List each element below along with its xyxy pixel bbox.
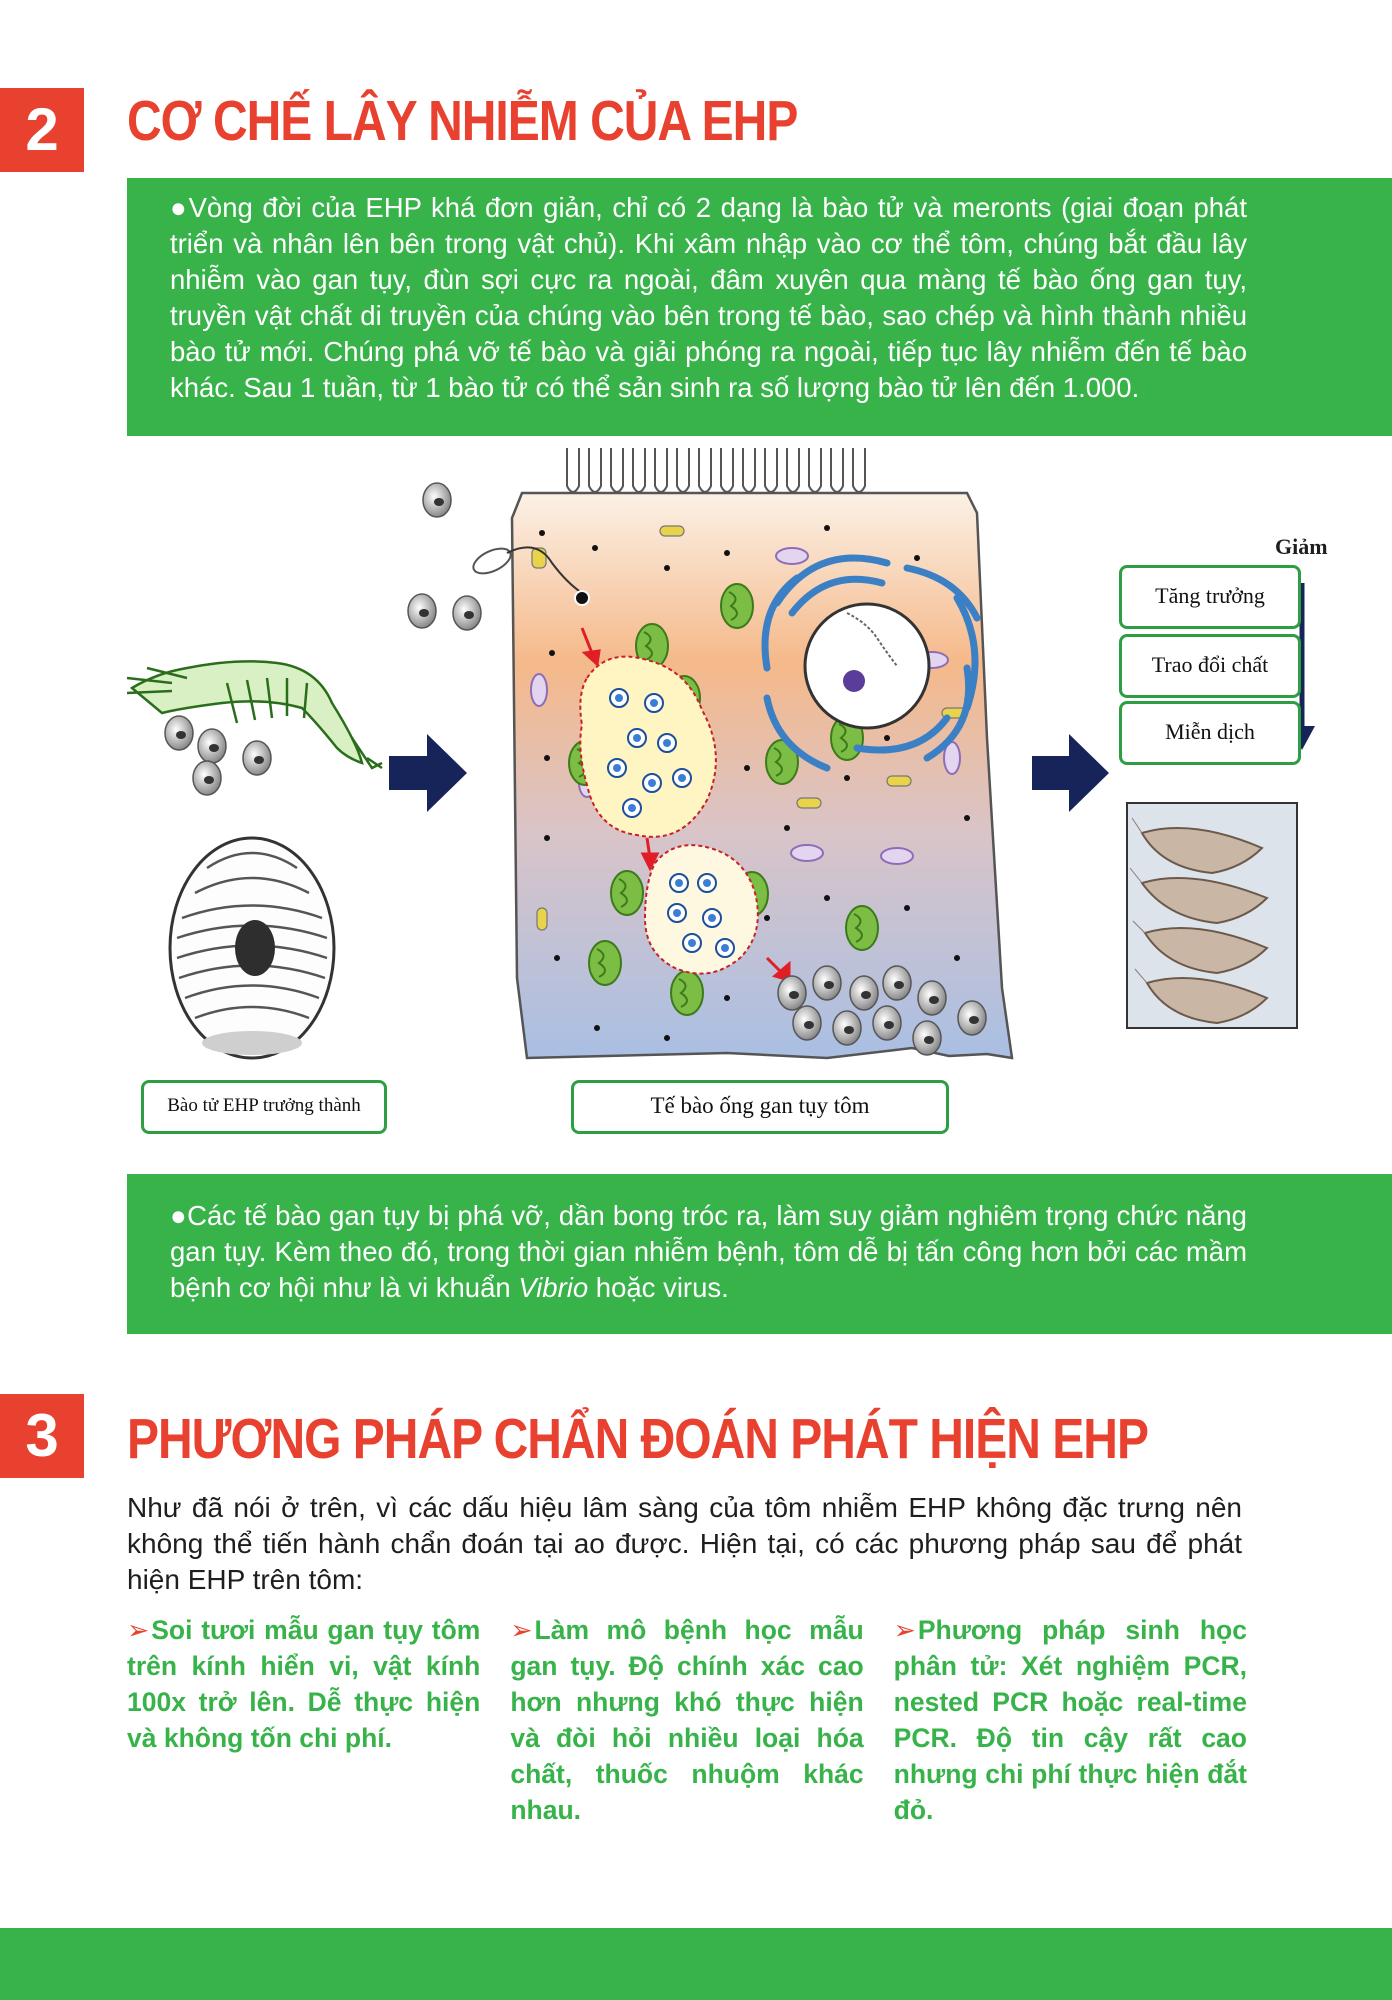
flow-arrow-1 [389,734,467,812]
flow-arrow-2 [1032,734,1109,812]
lifecycle-text: Vòng đời của EHP khá đơn giản, chỉ có 2 dạng là bào tử và meronts (giai đoạn phát triển và nhân lên bên trong vật chủ). Khi xâm nhập vào cơ thể tôm, chúng bắt đầu lây nhiễm vào gan tụy, đùn sợi cực ra ngoài, đâm xuyên qua màng tế bào ống gan tụy, truyền vật chất di truyền của chúng vào bên trong tế bào, sao chép và hình thành nhiều bào tử mới. Chúng phá vỡ tế bào và giải phóng ra ngoài, tiếp tục lây nhiễm đến tế bào khác. Sau 1 tuần, từ 1 bào tử có thể sản sinh ra số lượng bào tử lên đến 1.000. [170,192,1247,403]
arrow-icon: ➢ [127,1615,150,1645]
section-title-2: CƠ CHẾ LÂY NHIỄM CỦA EHP [127,90,798,153]
damage-text-italic: Vibrio [518,1272,589,1303]
diagnosis-methods [127,1612,1247,1828]
decrease-label: Giảm [1275,534,1328,559]
arrow-icon: ➢ [893,1615,916,1645]
damage-text: Các tế bào gan tụy bị phá vỡ, dần bong tróc ra, làm suy giảm nghiêm trọng chức năng gan tụy. Kèm theo đó, trong thời gian nhiễm bệnh, tôm dễ bị tấn công hơn bởi các mầm bệnh cơ hội như là vi khuẩn [170,1200,1247,1303]
method-histology [510,1612,863,1828]
infection-illustration [127,438,1392,1138]
shrimp-photo [1127,803,1297,1028]
method-text: Soi tươi mẫu gan tụy tôm trên kính hiển vi, vật kính 100x trở lên. Dễ thực hiện và không tốn chi phí. [127,1615,481,1753]
microvilli [567,448,865,492]
section-title-3: PHƯƠNG PHÁP CHẨN ĐOÁN PHÁT HIỆN EHP [127,1408,1148,1471]
method-text: Làm mô bệnh học mẫu gan tụy. Độ chính xác cao hơn nhưng khó thực hiện và đòi hỏi nhiều loại hóa chất, thuốc nhuộm khác nhau. [510,1615,864,1825]
diagnosis-intro: Như đã nói ở trên, vì các dấu hiệu lâm sàng của tôm nhiễm EHP không đặc trưng nên không thể tiến hành chẩn đoán tại ao được. Hiện tại, có các phương pháp sau để phát hiện EHP trên tôm: [127,1492,1242,1595]
info-box-damage [127,1174,1392,1334]
spore-cutaway-illustration [170,838,334,1058]
damage-text-end: hoặc virus. [588,1272,729,1303]
infection-diagram [127,438,1392,1138]
effect-metabolism: Trao đổi chất [1119,634,1301,698]
bullet-icon: ● [170,1200,188,1231]
bullet-icon: ● [170,192,189,223]
method-pcr [894,1612,1247,1828]
effect-growth: Tăng trưởng [1119,565,1301,629]
nucleus [805,604,929,728]
spore-label: Bào tử EHP trưởng thành [141,1080,387,1134]
info-box-lifecycle [127,178,1392,436]
section-number-2: 2 [0,88,84,172]
section-number-3: 3 [0,1394,84,1478]
method-microscopy [127,1612,480,1828]
cell-label: Tế bào ống gan tụy tôm [571,1080,949,1134]
footer-bar [0,1928,1392,2000]
arrow-icon: ➢ [510,1615,533,1645]
method-text: Phương pháp sinh học phân tử: Xét nghiệm PCR, nested PCR hoặc real-time PCR. Độ tin cậy rất cao nhưng chi phí thực hiện đắt đỏ. [893,1615,1247,1825]
effect-immunity: Miễn dịch [1119,701,1301,765]
